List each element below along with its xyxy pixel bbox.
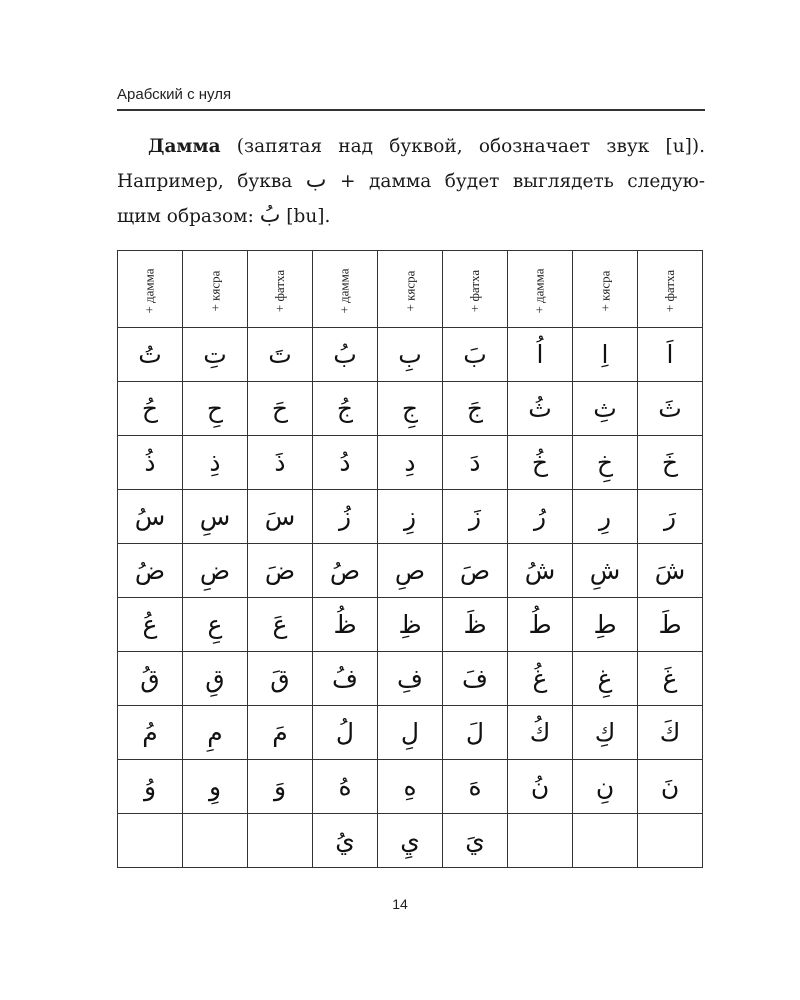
column-header-label: + фатха bbox=[662, 269, 677, 312]
arabic-syllable: حِ bbox=[206, 394, 224, 423]
table-cell bbox=[248, 328, 313, 382]
table-cell bbox=[118, 814, 183, 868]
table-row bbox=[118, 436, 703, 490]
column-header-label: + дамма bbox=[141, 267, 157, 314]
table-cell bbox=[183, 490, 248, 544]
table-cell bbox=[183, 706, 248, 760]
arabic-syllable: صِ bbox=[394, 556, 426, 585]
table-cell bbox=[443, 544, 508, 598]
arabic-syllable: دَ bbox=[469, 448, 481, 477]
table-cell bbox=[183, 436, 248, 490]
arabic-syllable: كَ bbox=[659, 718, 681, 747]
arabic-syllable: ضِ bbox=[199, 556, 231, 585]
table-cell bbox=[248, 544, 313, 598]
table-cell bbox=[248, 706, 313, 760]
table-cell bbox=[378, 652, 443, 706]
arabic-syllable: ثُ bbox=[528, 394, 552, 423]
arabic-syllable: ظَ bbox=[463, 610, 487, 639]
arabic-syllable: هِ bbox=[403, 772, 417, 801]
table-cell bbox=[118, 382, 183, 436]
table-cell bbox=[118, 652, 183, 706]
table-cell bbox=[508, 598, 573, 652]
table-cell bbox=[118, 544, 183, 598]
arabic-syllable: بُ bbox=[333, 340, 357, 369]
column-header bbox=[248, 251, 313, 328]
column-header bbox=[313, 251, 378, 328]
table-cell bbox=[443, 382, 508, 436]
table-row bbox=[118, 544, 703, 598]
arabic-syllable: نِ bbox=[595, 772, 615, 801]
term-damma: Дамма bbox=[148, 136, 221, 157]
table-cell bbox=[443, 706, 508, 760]
arabic-syllable: دِ bbox=[404, 448, 416, 477]
table-cell bbox=[378, 328, 443, 382]
table-cell bbox=[313, 706, 378, 760]
table-cell bbox=[313, 814, 378, 868]
column-header bbox=[443, 251, 508, 328]
table-cell bbox=[638, 760, 703, 814]
intro-line-3-end: [bu]. bbox=[280, 206, 331, 227]
table-cell bbox=[313, 652, 378, 706]
arabic-syllable: ذِ bbox=[209, 448, 221, 477]
table-cell bbox=[573, 814, 638, 868]
column-header bbox=[183, 251, 248, 328]
arabic-syllable: نَ bbox=[660, 772, 680, 801]
table-cell bbox=[313, 436, 378, 490]
arabic-syllable: اُ bbox=[536, 340, 544, 369]
arabic-syllable: هَ bbox=[468, 772, 482, 801]
arabic-syllable: زِ bbox=[403, 502, 417, 531]
arabic-syllable: غَ bbox=[662, 664, 678, 693]
arabic-syllable: كِ bbox=[594, 718, 616, 747]
table-cell bbox=[248, 490, 313, 544]
table-cell bbox=[638, 652, 703, 706]
column-header-label: + дамма bbox=[531, 267, 547, 314]
table-row bbox=[118, 490, 703, 544]
arabic-syllable: اِ bbox=[601, 340, 609, 369]
arabic-syllable: رُ bbox=[533, 502, 547, 531]
arabic-syllable: كُ bbox=[529, 718, 551, 747]
arabic-syllable: سِ bbox=[199, 502, 231, 531]
column-header-label: + кясра bbox=[206, 270, 222, 311]
column-header bbox=[118, 251, 183, 328]
arabic-syllable: لُ bbox=[335, 718, 355, 747]
column-header bbox=[508, 251, 573, 328]
table-cell bbox=[248, 382, 313, 436]
table-header-row bbox=[118, 251, 703, 328]
table-cell bbox=[378, 760, 443, 814]
arabic-syllable: قَ bbox=[270, 664, 290, 693]
table-cell bbox=[378, 706, 443, 760]
table-cell bbox=[573, 436, 638, 490]
arabic-syllable: ثِ bbox=[593, 394, 617, 423]
table-cell bbox=[183, 382, 248, 436]
arabic-syllable: ظِ bbox=[398, 610, 422, 639]
arabic-syllable: دُ bbox=[339, 448, 351, 477]
intro-line-2 bbox=[117, 164, 705, 199]
table-cell bbox=[573, 382, 638, 436]
arabic-syllable: تَ bbox=[268, 340, 292, 369]
table-cell bbox=[573, 328, 638, 382]
arabic-syllable: فُ bbox=[332, 664, 358, 693]
table-cell bbox=[313, 382, 378, 436]
table-cell bbox=[638, 382, 703, 436]
arabic-syllable: سَ bbox=[264, 502, 296, 531]
column-header bbox=[573, 251, 638, 328]
table-row bbox=[118, 706, 703, 760]
column-header-label: + кясра bbox=[401, 270, 417, 311]
intro-paragraph bbox=[117, 130, 705, 234]
table-row bbox=[118, 598, 703, 652]
table-cell bbox=[638, 436, 703, 490]
arabic-syllable: ذَ bbox=[274, 448, 286, 477]
column-header-label: + фатха bbox=[467, 269, 482, 312]
arabic-syllable: اَ bbox=[666, 340, 674, 369]
table-cell bbox=[443, 598, 508, 652]
table-cell bbox=[638, 706, 703, 760]
arabic-syllable: زُ bbox=[338, 502, 352, 531]
table-cell bbox=[313, 760, 378, 814]
table-cell bbox=[183, 544, 248, 598]
table-cell bbox=[443, 652, 508, 706]
table-row bbox=[118, 382, 703, 436]
table-cell bbox=[183, 328, 248, 382]
table-cell bbox=[443, 814, 508, 868]
arabic-syllable: ضَ bbox=[264, 556, 296, 585]
table-cell bbox=[573, 490, 638, 544]
arabic-syllable: شُ bbox=[524, 556, 556, 585]
arabic-syllable: قُ bbox=[140, 664, 160, 693]
intro-line-2-start: Например, буква bbox=[117, 171, 306, 192]
table-cell bbox=[638, 598, 703, 652]
table-cell bbox=[378, 814, 443, 868]
table-cell bbox=[183, 598, 248, 652]
column-header-label: + фатха bbox=[272, 269, 287, 312]
table-cell bbox=[248, 652, 313, 706]
table-cell bbox=[638, 814, 703, 868]
header-rule bbox=[117, 109, 705, 111]
table-cell bbox=[248, 436, 313, 490]
table-cell bbox=[183, 814, 248, 868]
arabic-syllable: زَ bbox=[468, 502, 482, 531]
table-cell bbox=[638, 328, 703, 382]
table-cell bbox=[508, 328, 573, 382]
table-cell bbox=[573, 598, 638, 652]
table-cell bbox=[313, 598, 378, 652]
arabic-syllable: لَ bbox=[465, 718, 485, 747]
arabic-syllable: رِ bbox=[598, 502, 612, 531]
arabic-syllable: سُ bbox=[134, 502, 166, 531]
intro-line-1-text: (запятая над буквой, обозначает звук [u]). bbox=[220, 136, 705, 157]
arabic-syllable: جِ bbox=[401, 394, 419, 423]
arabic-syllable: شِ bbox=[589, 556, 621, 585]
table-cell bbox=[378, 436, 443, 490]
column-header-label: + дамма bbox=[336, 267, 352, 314]
arabic-syllable: مُ bbox=[142, 718, 158, 747]
table-cell bbox=[508, 544, 573, 598]
table-row bbox=[118, 760, 703, 814]
table-cell bbox=[183, 652, 248, 706]
arabic-syllable: خَ bbox=[661, 448, 679, 477]
arabic-syllable: قِ bbox=[205, 664, 225, 693]
table-cell bbox=[443, 436, 508, 490]
arabic-syllable: ذُ bbox=[144, 448, 156, 477]
table-cell bbox=[118, 436, 183, 490]
arabic-syllable: عِ bbox=[207, 610, 223, 639]
arabic-syllable: تُ bbox=[138, 340, 162, 369]
table-cell bbox=[508, 814, 573, 868]
table-cell bbox=[248, 760, 313, 814]
arabic-syllable: حَ bbox=[271, 394, 289, 423]
arabic-syllable: خِ bbox=[596, 448, 614, 477]
table-cell bbox=[313, 490, 378, 544]
arabic-syllable: وَ bbox=[273, 772, 287, 801]
table-cell bbox=[573, 652, 638, 706]
table-cell bbox=[508, 382, 573, 436]
running-head: Арабский с нуля bbox=[117, 86, 232, 103]
arabic-syllable: غُ bbox=[532, 664, 548, 693]
arabic-syllable: فَ bbox=[462, 664, 488, 693]
table-cell bbox=[248, 814, 313, 868]
arabic-syllable: غِ bbox=[597, 664, 613, 693]
arabic-syllable: ضُ bbox=[134, 556, 166, 585]
arabic-syllable: صَ bbox=[459, 556, 491, 585]
table-cell bbox=[508, 490, 573, 544]
arabic-syllable: صُ bbox=[329, 556, 361, 585]
arabic-syllable: عَ bbox=[272, 610, 288, 639]
table-cell bbox=[443, 490, 508, 544]
arabic-syllable: حُ bbox=[141, 394, 159, 423]
arabic-syllable: جَ bbox=[466, 394, 484, 423]
arabic-syllable: جُ bbox=[336, 394, 354, 423]
table-cell bbox=[118, 490, 183, 544]
example-letter-ba: ب bbox=[305, 168, 327, 193]
table-cell bbox=[313, 544, 378, 598]
arabic-syllable: مِ bbox=[207, 718, 223, 747]
arabic-syllable: نُ bbox=[530, 772, 550, 801]
arabic-syllable: خُ bbox=[531, 448, 549, 477]
table-cell bbox=[443, 328, 508, 382]
arabic-syllable: بِ bbox=[398, 340, 422, 369]
arabic-syllable: فِ bbox=[397, 664, 423, 693]
table-cell bbox=[378, 382, 443, 436]
table-cell bbox=[378, 490, 443, 544]
arabic-syllable: رَ bbox=[663, 502, 677, 531]
arabic-syllable: عُ bbox=[142, 610, 158, 639]
arabic-syllable: بَ bbox=[463, 340, 487, 369]
arabic-syllable: يِ bbox=[400, 826, 420, 855]
column-header bbox=[378, 251, 443, 328]
table-cell bbox=[573, 706, 638, 760]
table-cell bbox=[508, 706, 573, 760]
column-header bbox=[638, 251, 703, 328]
example-ba-damma: بُ bbox=[259, 203, 281, 228]
table-cell bbox=[443, 760, 508, 814]
table-cell bbox=[118, 598, 183, 652]
arabic-syllable: وُ bbox=[143, 772, 157, 801]
arabic-syllable: طُ bbox=[528, 610, 552, 639]
arabic-syllable: مَ bbox=[272, 718, 288, 747]
arabic-syllable: ظُ bbox=[333, 610, 357, 639]
arabic-syllable: وِ bbox=[208, 772, 222, 801]
table-cell bbox=[508, 652, 573, 706]
arabic-syllable: شَ bbox=[654, 556, 686, 585]
harakat-table bbox=[117, 250, 703, 868]
arabic-syllable: تِ bbox=[203, 340, 227, 369]
arabic-syllable: يُ bbox=[335, 826, 355, 855]
table-row bbox=[118, 328, 703, 382]
arabic-syllable: طِ bbox=[593, 610, 617, 639]
table-cell bbox=[573, 760, 638, 814]
table-cell bbox=[573, 544, 638, 598]
column-header-label: + кясра bbox=[596, 270, 612, 311]
arabic-syllable: لِ bbox=[400, 718, 420, 747]
table-cell bbox=[638, 544, 703, 598]
arabic-syllable: طَ bbox=[658, 610, 682, 639]
arabic-syllable: ثَ bbox=[658, 394, 682, 423]
intro-line-2-end: + дамма будет выглядеть следую- bbox=[326, 171, 706, 192]
table-cell bbox=[118, 706, 183, 760]
table-cell bbox=[508, 436, 573, 490]
table-cell bbox=[118, 760, 183, 814]
intro-line-3-start: щим образом: bbox=[117, 206, 260, 227]
table-cell bbox=[313, 328, 378, 382]
intro-line-1 bbox=[117, 130, 705, 164]
arabic-syllable: هُ bbox=[338, 772, 352, 801]
table-row bbox=[118, 814, 703, 868]
arabic-syllable: يَ bbox=[465, 826, 485, 855]
table-cell bbox=[378, 544, 443, 598]
table-cell bbox=[118, 328, 183, 382]
table-cell bbox=[378, 598, 443, 652]
table-cell bbox=[248, 598, 313, 652]
table-cell bbox=[638, 490, 703, 544]
table-row bbox=[118, 652, 703, 706]
page-number: 14 bbox=[392, 896, 408, 912]
table-cell bbox=[508, 760, 573, 814]
intro-line-3 bbox=[117, 199, 705, 234]
table-cell bbox=[183, 760, 248, 814]
